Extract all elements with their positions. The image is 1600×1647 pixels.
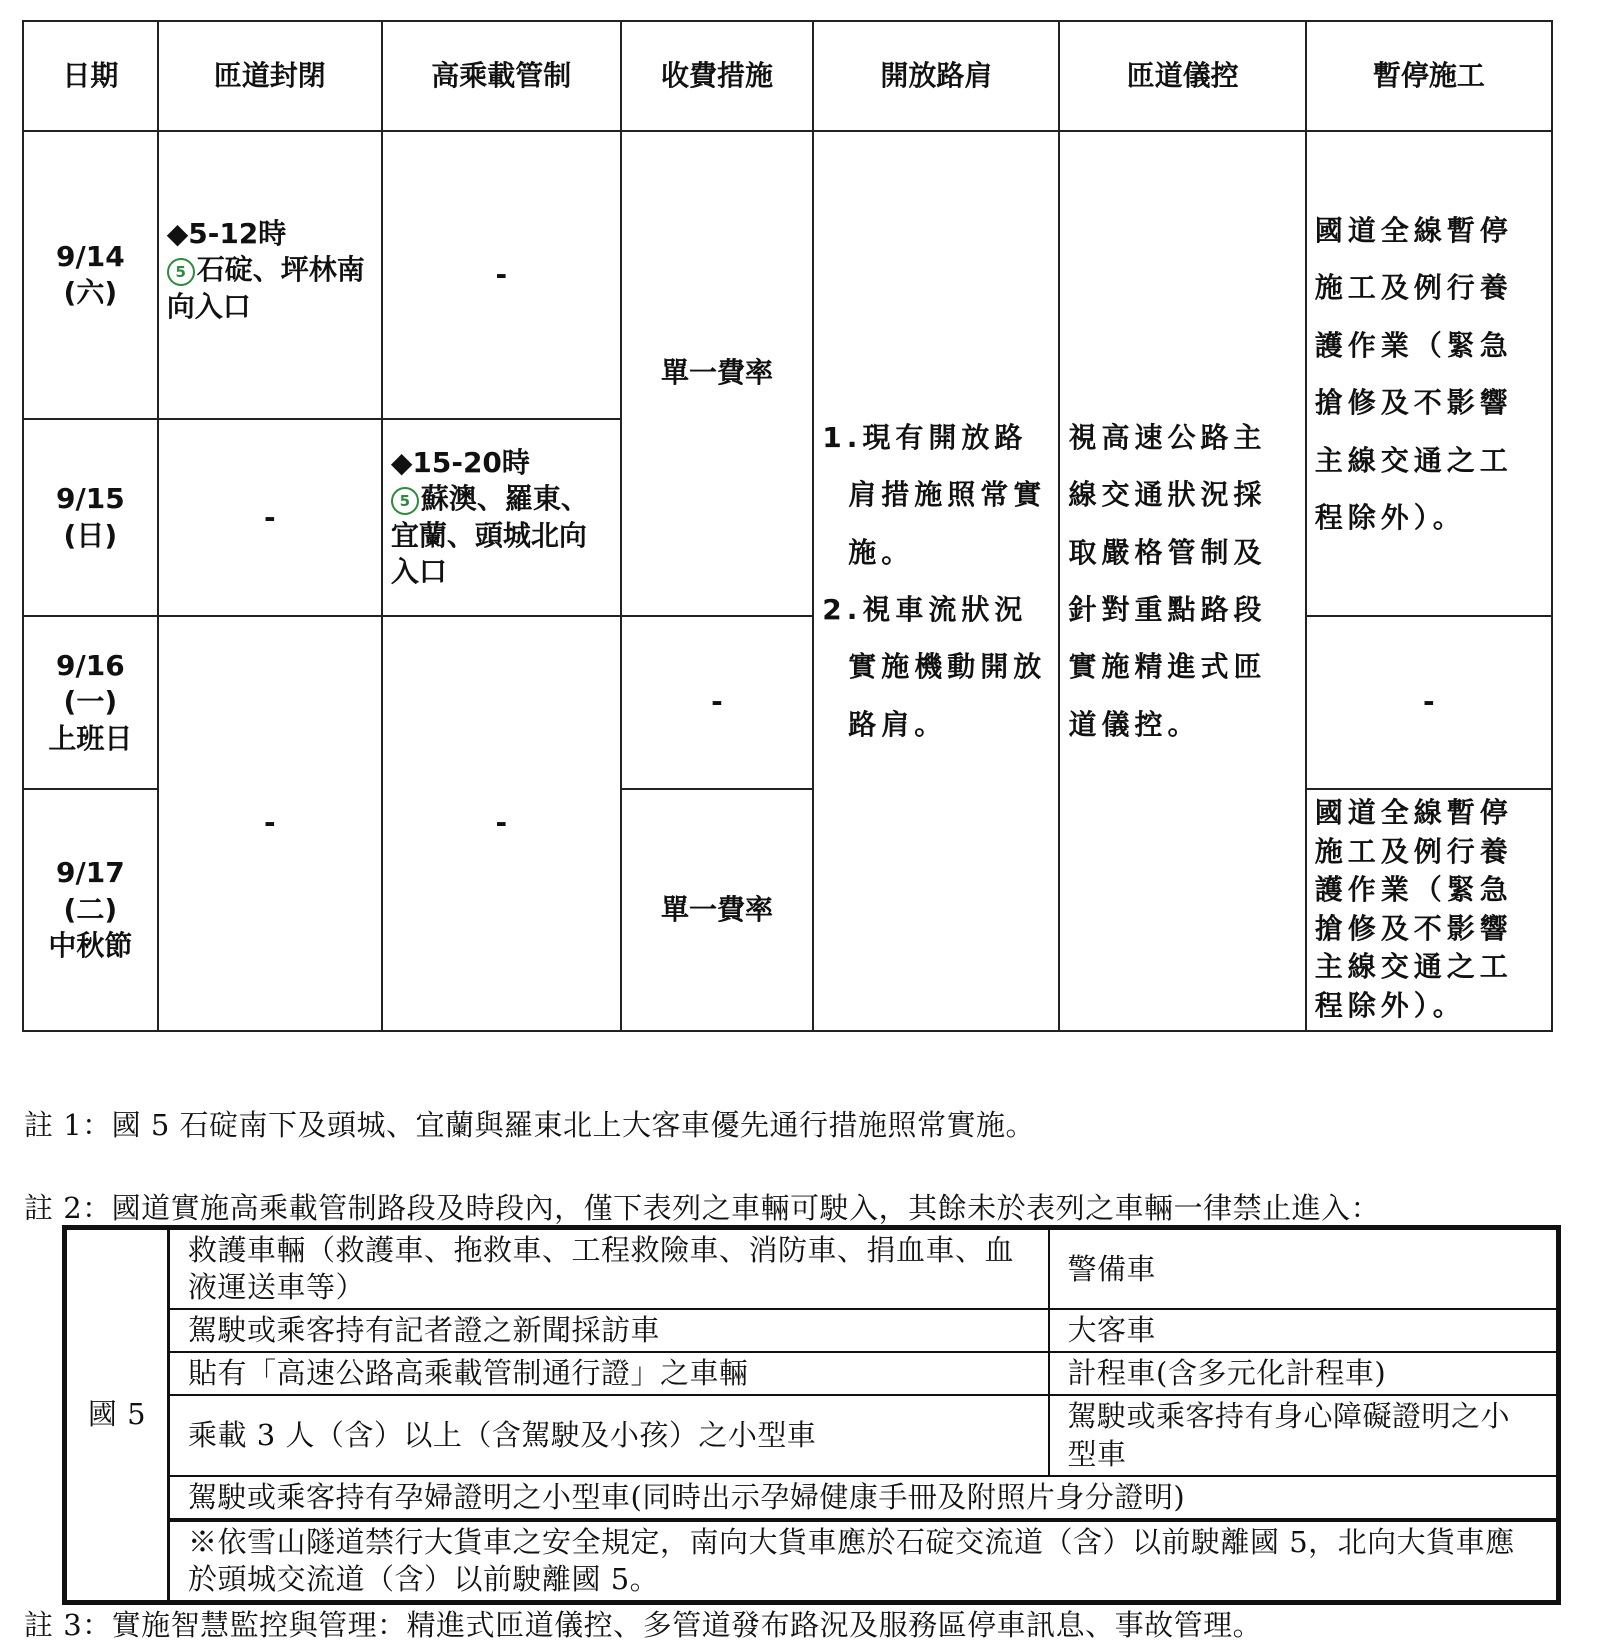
hov-cell	[382, 419, 621, 616]
allowed-vehicles-table	[62, 1225, 1561, 1605]
ramp-closure-cell: -	[158, 419, 382, 616]
shoulder-cell	[813, 131, 1059, 1031]
vehicle-cell: 貼有「高速公路高乘載管制通行證」之車輛	[169, 1352, 1049, 1395]
header-ramp-closure: 匝道封閉	[158, 21, 382, 131]
header-toll-measures: 收費措施	[621, 21, 814, 131]
vehicle-cell: 警備車	[1049, 1228, 1559, 1310]
table-row	[65, 1228, 1559, 1310]
table-row	[65, 1352, 1559, 1395]
hov-time: ◆15-20時	[390, 446, 530, 480]
header-date: 日期	[23, 21, 158, 131]
table-row	[65, 1395, 1559, 1475]
header-ramp-metering: 匝道儀控	[1059, 21, 1305, 131]
hov-cell: -	[382, 131, 621, 419]
ramp-closure-cell: -	[158, 616, 382, 1031]
vehicle-cell: 乘載 3 人（含）以上（含駕駛及小孩）之小型車	[169, 1395, 1049, 1475]
header-shoulder-opening: 開放路肩	[813, 21, 1059, 131]
hov-cell: -	[382, 616, 621, 1031]
date-cell	[23, 789, 158, 1031]
note-1: 註 1：國 5 石碇南下及頭城、宜蘭與羅東北上大客車優先通行措施照常實施。	[24, 1108, 1036, 1142]
toll-cell: 單一費率	[621, 131, 814, 616]
hov-locations: 蘇澳、羅東、宜蘭、頭城北向入口	[390, 482, 589, 589]
date-label: 9/15	[56, 482, 125, 516]
truck-remark: ※依雪山隧道禁行大貨車之安全規定，南向大貨車應於石碇交流道（含）以前駛離國 5，北向大貨車應於頭城交流道（含）以前駛離國 5。	[169, 1520, 1559, 1603]
weekday-label: (二)	[63, 892, 118, 926]
traffic-measures-table	[22, 20, 1553, 1032]
weekday-label: (一)	[63, 685, 118, 719]
vehicle-cell: 計程車(含多元化計程車)	[1049, 1352, 1559, 1395]
date-label: 9/17	[56, 856, 125, 890]
header-construction-suspension: 暫停施工	[1306, 21, 1552, 131]
table-row	[65, 1309, 1559, 1352]
table-row	[65, 1520, 1559, 1603]
note-3: 註 3：實施智慧監控與管理：精進式匝道儀控、多管道發布路況及服務區停車訊息、事故管理。	[24, 1608, 1263, 1642]
date-label: 9/14	[56, 239, 125, 273]
day-type-label: 上班日	[48, 721, 133, 755]
table-row	[65, 1476, 1559, 1520]
closure-time: ◆5-12時	[166, 216, 287, 250]
header-hov-control: 高乘載管制	[382, 21, 621, 131]
closure-locations: 石碇、坪林南向入口	[166, 253, 365, 323]
weekday-label: (日)	[63, 518, 118, 552]
date-cell	[23, 131, 158, 419]
date-label: 9/16	[56, 648, 125, 682]
table-row	[23, 616, 1552, 788]
weekday-label: (六)	[63, 276, 118, 310]
table-header-row	[23, 21, 1552, 131]
highway-5-icon: 5	[167, 258, 195, 286]
date-cell	[23, 616, 158, 788]
vehicle-cell: 駕駛或乘客持有孕婦證明之小型車(同時出示孕婦健康手冊及附照片身分證明)	[169, 1476, 1559, 1520]
vehicle-cell: 大客車	[1049, 1309, 1559, 1352]
highway-cell: 國 5	[65, 1228, 169, 1603]
table-row	[23, 131, 1552, 419]
toll-cell: -	[621, 616, 814, 788]
ramp-metering-cell: 視高速公路主線交通狀況採取嚴格管制及針對重點路段實施精進式匝道儀控。	[1059, 131, 1305, 1031]
ramp-closure-cell	[158, 131, 382, 419]
toll-cell: 單一費率	[621, 789, 814, 1031]
construction-cell: 國道全線暫停施工及例行養護作業（緊急搶修及不影響主線交通之工程除外）。	[1306, 789, 1552, 1031]
shoulder-item: 2.視車流狀況實施機動開放路肩。	[822, 592, 1047, 741]
day-type-label: 中秋節	[48, 928, 133, 962]
note-2: 註 2：國道實施高乘載管制路段及時段內，僅下表列之車輛可駛入，其餘未於表列之車輛一律禁止進入：	[24, 1191, 1381, 1225]
vehicle-cell: 救護車輛（救護車、拖救車、工程救險車、消防車、捐血車、血液運送車等）	[169, 1228, 1049, 1310]
vehicle-cell: 駕駛或乘客持有身心障礙證明之小型車	[1049, 1395, 1559, 1475]
shoulder-item: 1.現有開放路肩措施照常實施。	[822, 420, 1047, 569]
date-cell	[23, 419, 158, 616]
vehicle-cell: 駕駛或乘客持有記者證之新聞採訪車	[169, 1309, 1049, 1352]
construction-cell: -	[1306, 616, 1552, 788]
highway-5-icon: 5	[391, 487, 419, 515]
construction-cell: 國道全線暫停施工及例行養護作業（緊急搶修及不影響主線交通之工程除外）。	[1306, 131, 1552, 616]
